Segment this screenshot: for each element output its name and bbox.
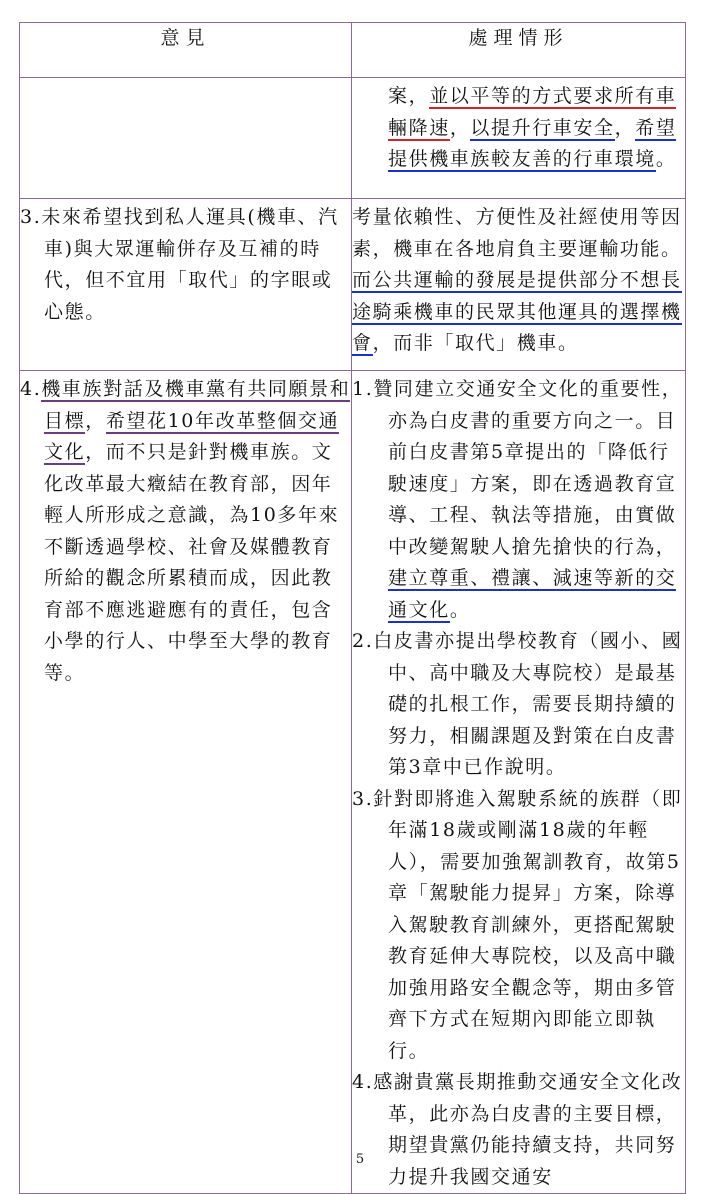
text-segment: ，: [614, 116, 636, 139]
underlined-blue-text: 以提升行車安全: [470, 116, 615, 139]
text-segment: ，: [85, 409, 106, 432]
underlined-red-text: 並以平等的方式要求所有車輛降速: [388, 85, 677, 139]
handling-item-3: 3.針對即將進入駕駛系統的族群（即年滿18歲或剛滿18歲的年輕人），需要加強駕訓教育，故第5章「駕駛能力提昇」方案，除導入駕駛教育訓練外，更搭配駕駛教育延伸大專院校，以及高中職加強用路安全觀念等，期由多管齊下方式在短期內即能立即執行。: [352, 787, 683, 1062]
comments-table: [19, 22, 686, 1194]
text-segment: 。: [655, 148, 677, 170]
handling-paragraph: [352, 78, 685, 176]
opinion-cell-empty: [20, 78, 352, 199]
underlined-purple-text: 希望花10年改革整個交通文化: [44, 409, 340, 463]
underlined-blue-text: 而公共運輸的發展是提供部分不想長途騎乘機車的民眾其他運具的選擇機會: [352, 269, 682, 354]
table-row: [20, 371, 686, 1194]
handling-item-4: 4.感謝貴黨長期推動交通安全文化改革，此亦為白皮書的主要目標，期望貴黨仍能持續支持，共同努力提升我國交通安: [352, 1071, 683, 1188]
table-row: [20, 199, 686, 371]
handling-cell: [352, 78, 686, 199]
table-row: [20, 78, 686, 199]
handling-item-2: 2.白皮書亦提出學校教育（國小、國中、高中職及大專院校）是最基礎的扎根工作，需要長期持續的努力，相關課題及對策在白皮書第3章中已作說明。: [352, 630, 683, 778]
underlined-purple-text: 機車族對話及機車黨有共同願景和目標: [41, 378, 351, 432]
handling-item-1: [352, 371, 685, 626]
page-number: 5: [355, 1152, 365, 1167]
text-segment: 。: [449, 598, 471, 621]
text-segment: ，而非「取代」機車。: [372, 332, 579, 354]
handling-cell: [352, 371, 686, 1194]
review-sheet: [19, 22, 685, 1194]
text-segment: ，而不只是針對機車族。文化改革最大癥結在教育部，因年輕人所形成之意識，為10多年來不斷透過學校、社會及媒體教育所給的觀念所累積而成，因此教育部不應逃避應有的責任，包含小學的行人、中學至大學的教育等。: [44, 441, 340, 684]
handling-paragraph: [352, 199, 685, 360]
item-number: 4.: [20, 378, 42, 400]
opinion-cell: [20, 371, 352, 1194]
text-segment: ，: [449, 116, 471, 139]
handling-cell: [352, 199, 686, 371]
opinion-text: 3.未來希望找到私人運具(機車、汽車)與大眾運輸併存及互補的時代，但不宜用「取代」的字眼或心態。: [20, 206, 339, 323]
header-handling: 處理情形: [352, 23, 686, 78]
text-segment: 1.贊同建立交通安全文化的重要性，亦為白皮書的重要方向之一。目前白皮書第5章提出的「降低行駛速度」方案，即在透過教育宣導、工程、執法等措施，由實做中改變駕駛人搶先搶快的行為，: [352, 378, 683, 558]
text-segment: 案，: [388, 85, 430, 107]
underlined-blue-text: 建立尊重、禮讓、減速等新的交通文化: [388, 567, 677, 621]
text-segment: 考量依賴性、方便性及社經使用等因素，機車在各地肩負主要運輸功能。: [352, 206, 682, 260]
opinion-text: [20, 371, 351, 689]
header-opinion: 意見: [20, 23, 352, 78]
opinion-cell: [20, 199, 352, 371]
table-header-row: [20, 23, 686, 78]
underlined-blue-text: 希望提供機車族較友善的行車環境: [388, 116, 677, 170]
